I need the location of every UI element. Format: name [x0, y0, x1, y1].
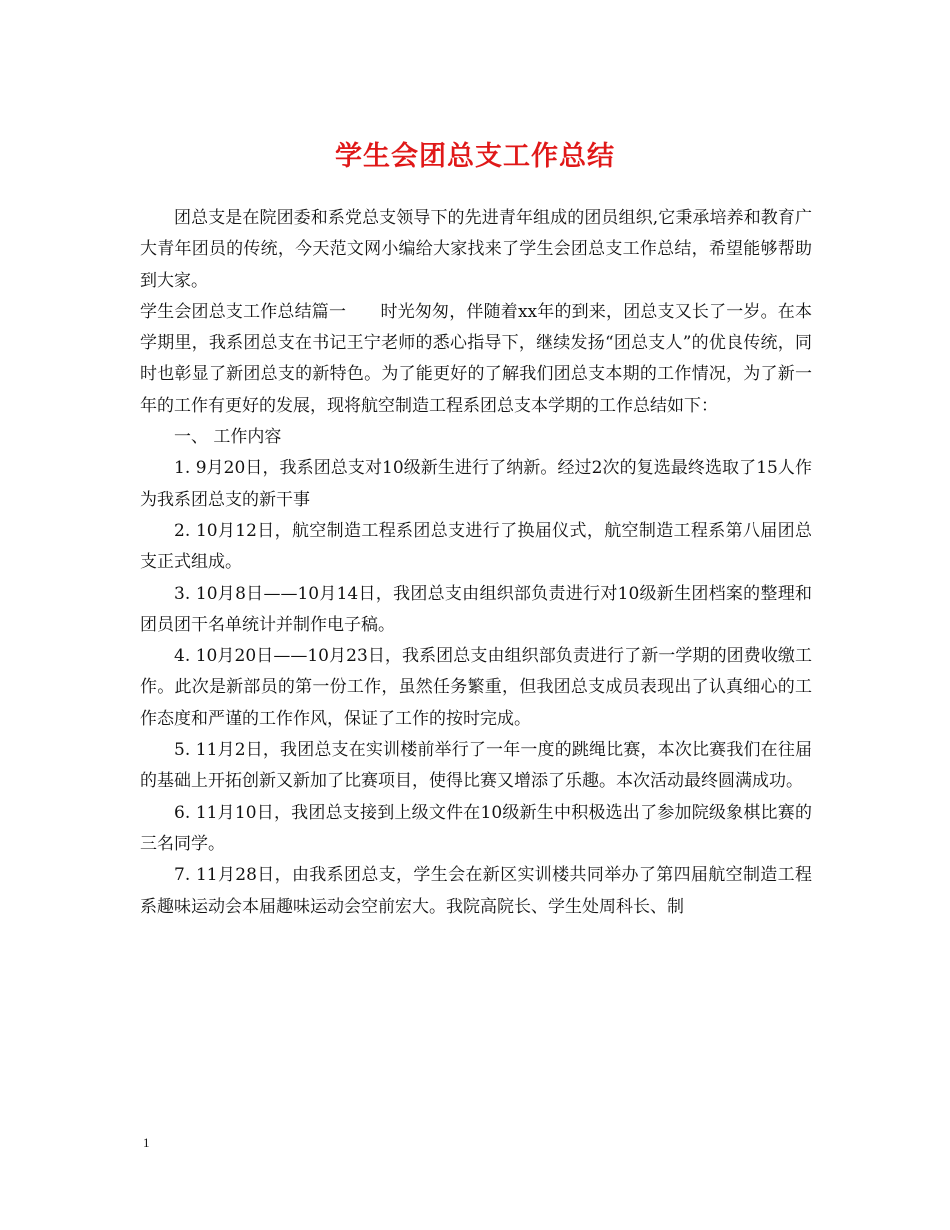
page-number: 1	[143, 1135, 150, 1150]
list-item: 1. 9月20日，我系团总支对10级新生进行了纳新。经过2次的复选最终选取了15人作为我系团总支的新干事	[140, 458, 812, 510]
document-body	[140, 203, 812, 923]
list-item: 2. 10月12日，航空制造工程系团总支进行了换届仪式，航空制造工程系第八届团总支正式组成。	[140, 520, 812, 573]
document-title: 学生会团总支工作总结	[335, 141, 615, 172]
list-item: 7. 11月28日，由我系团总支，学生会在新区实训楼共同举办了第四届航空制造工程系趣味运动会本届趣味运动会空前宏大。我院高院长、学生处周科长、制	[140, 865, 812, 917]
part-one-paragraph: 学生会团总支工作总结篇一 时光匆匆，伴随着xx年的到来，团总支又长了一岁。在本学期里，我系团总支在书记王宁老师的悉心指导下，继续发扬“团总支人”的优良传统，同时也彰显了新团总支的新特色。为了能更好的了解我们团总支本期的工作情况，为了新一年的工作有更好的发展，现将航空制造工程系团总支本学期的工作总结如下：	[140, 301, 812, 416]
list-item: 4. 10月20日——10月23日，我系团总支由组织部负责进行了新一学期的团费收缴工作。此次是新部员的第一份工作，虽然任务繁重，但我团总支成员表现出了认真细心的工作态度和严谨的工作作风，保证了工作的按时完成。	[140, 646, 812, 729]
list-item: 3. 10月8日——10月14日，我团总支由组织部负责进行对10级新生团档案的整理和团员团干名单统计并制作电子稿。	[140, 583, 812, 635]
list-item: 6. 11月10日，我团总支接到上级文件在10级新生中积极选出了参加院级象棋比赛的三名同学。	[140, 802, 812, 854]
list-item: 5. 11月2日，我团总支在实训楼前举行了一年一度的跳绳比赛，本次比赛我们在往届的基础上开拓创新又新加了比赛项目，使得比赛又增添了乐趣。本次活动最终圆满成功。	[140, 740, 812, 792]
section-heading: 一、 工作内容	[174, 427, 282, 448]
intro-paragraph: 团总支是在院团委和系党总支领导下的先进青年组成的团员组织,它秉承培养和教育广大青年团员的传统，今天范文网小编给大家找来了学生会团总支工作总结，希望能够帮助到大家。	[140, 208, 812, 291]
